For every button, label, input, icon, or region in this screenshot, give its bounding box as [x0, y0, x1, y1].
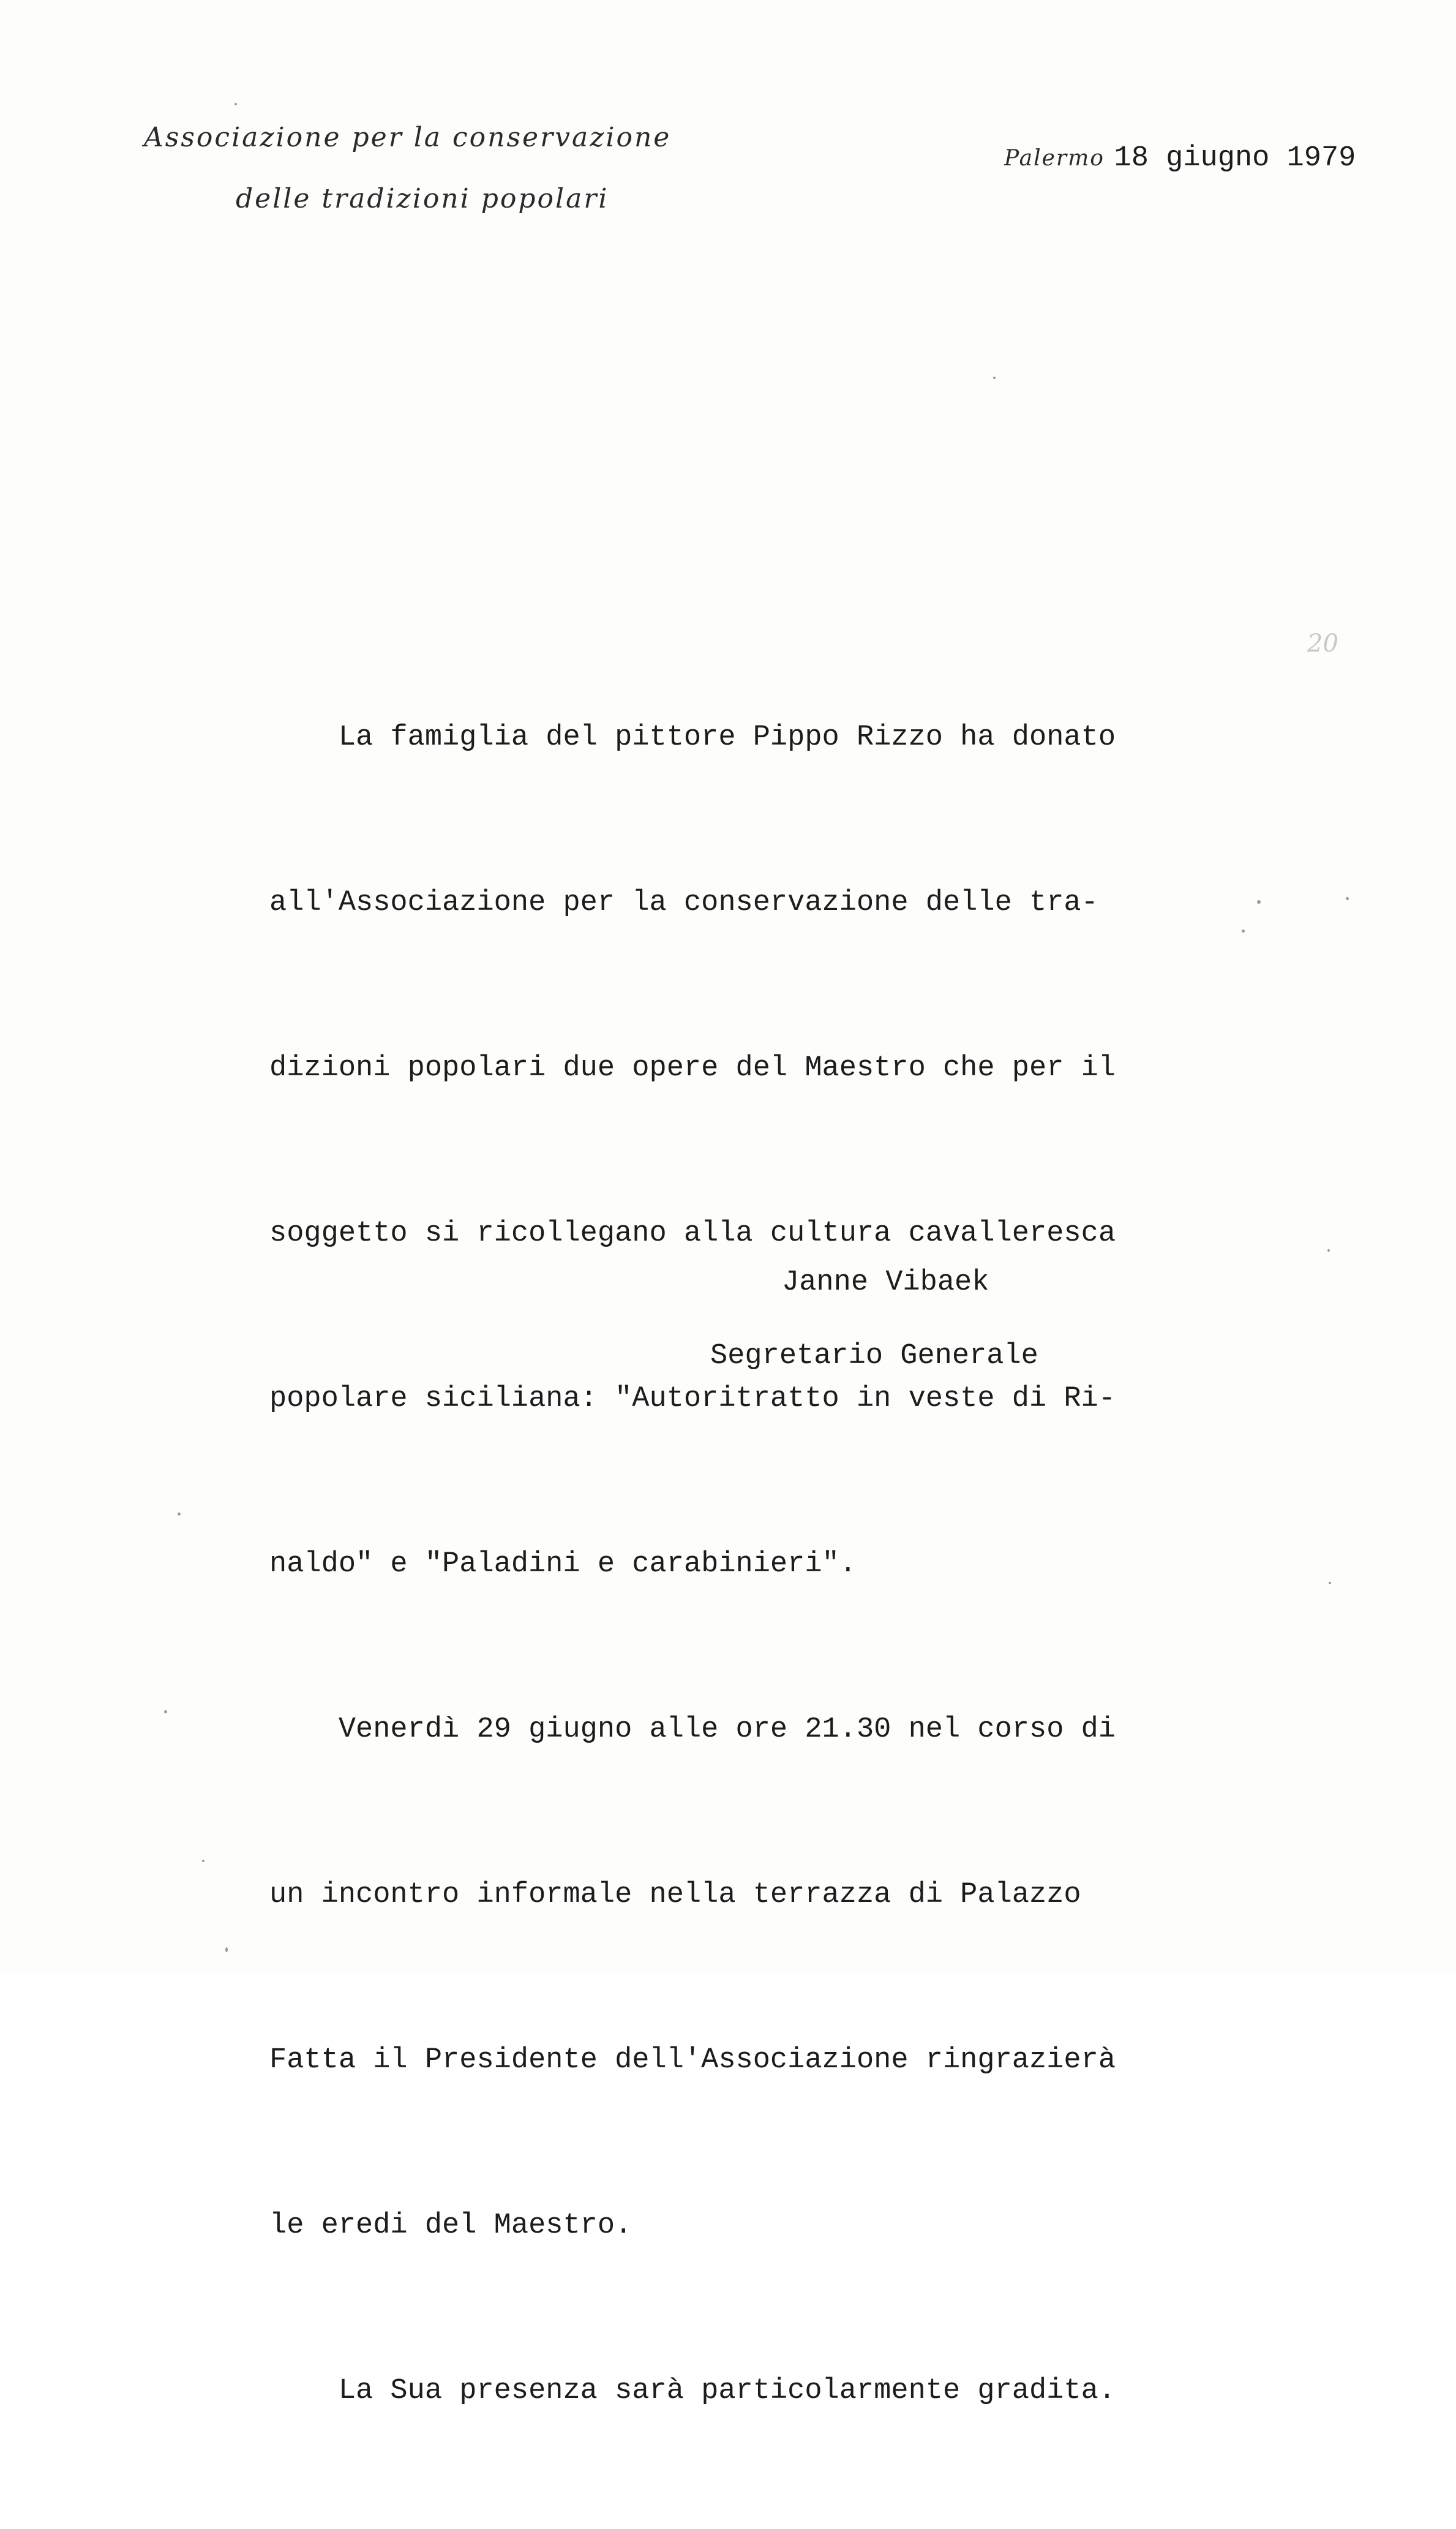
scan-speck	[1329, 1582, 1331, 1584]
margin-note: 20	[1307, 629, 1338, 658]
dateline-place: Palermo	[1004, 146, 1105, 171]
body-line-4: soggetto si ricollegano alla cultura cavalleresca	[269, 1217, 1116, 1250]
body-line-9: Fatta il Presidente dell'Associazione ringrazierà	[269, 2044, 1116, 2076]
scan-speck	[164, 1710, 167, 1713]
signature-name: Janne Vibaek	[782, 1266, 989, 1299]
scan-speck	[202, 1860, 205, 1862]
scan-speck	[178, 1513, 181, 1516]
scan-speck	[235, 103, 237, 105]
body-line-8: un incontro informale nella terrazza di Palazzo	[269, 1879, 1081, 1911]
body-line-2: all'Associazione per la conservazione delle tra-	[269, 887, 1098, 919]
scan-speck	[993, 377, 996, 379]
dateline	[1004, 142, 1356, 175]
dateline-date: 18 giugno 1979	[1114, 142, 1356, 175]
letterhead	[144, 119, 671, 217]
letter-body	[269, 600, 1212, 2529]
body-line-10: le eredi del Maestro.	[269, 2209, 632, 2242]
scan-speck	[1257, 900, 1261, 904]
body-line-3: dizioni popolari due opere del Maestro che per il	[269, 1052, 1116, 1084]
scan-speck	[1346, 897, 1349, 900]
letterhead-line-1: Associazione per la conservazione	[144, 122, 672, 153]
body-line-11: La Sua presenza sarà particolarmente gradita.	[269, 2375, 1116, 2407]
scan-speck	[225, 1947, 228, 1952]
body-line-5: popolare siciliana: "Autoritratto in veste di Ri-	[269, 1383, 1116, 1415]
body-line-7: Venerdì 29 giugno alle ore 21.30 nel corso di	[269, 1713, 1116, 1746]
body-line-6: naldo" e "Paladini e carabinieri".	[269, 1548, 857, 1580]
signature-title: Segretario Generale	[710, 1340, 1038, 1372]
scan-speck	[1242, 930, 1245, 933]
scan-speck	[1327, 1249, 1330, 1252]
letterhead-line-2: delle tradizioni popolari	[236, 183, 609, 214]
body-line-1: La famiglia del pittore Pippo Rizzo ha donato	[269, 721, 1116, 754]
